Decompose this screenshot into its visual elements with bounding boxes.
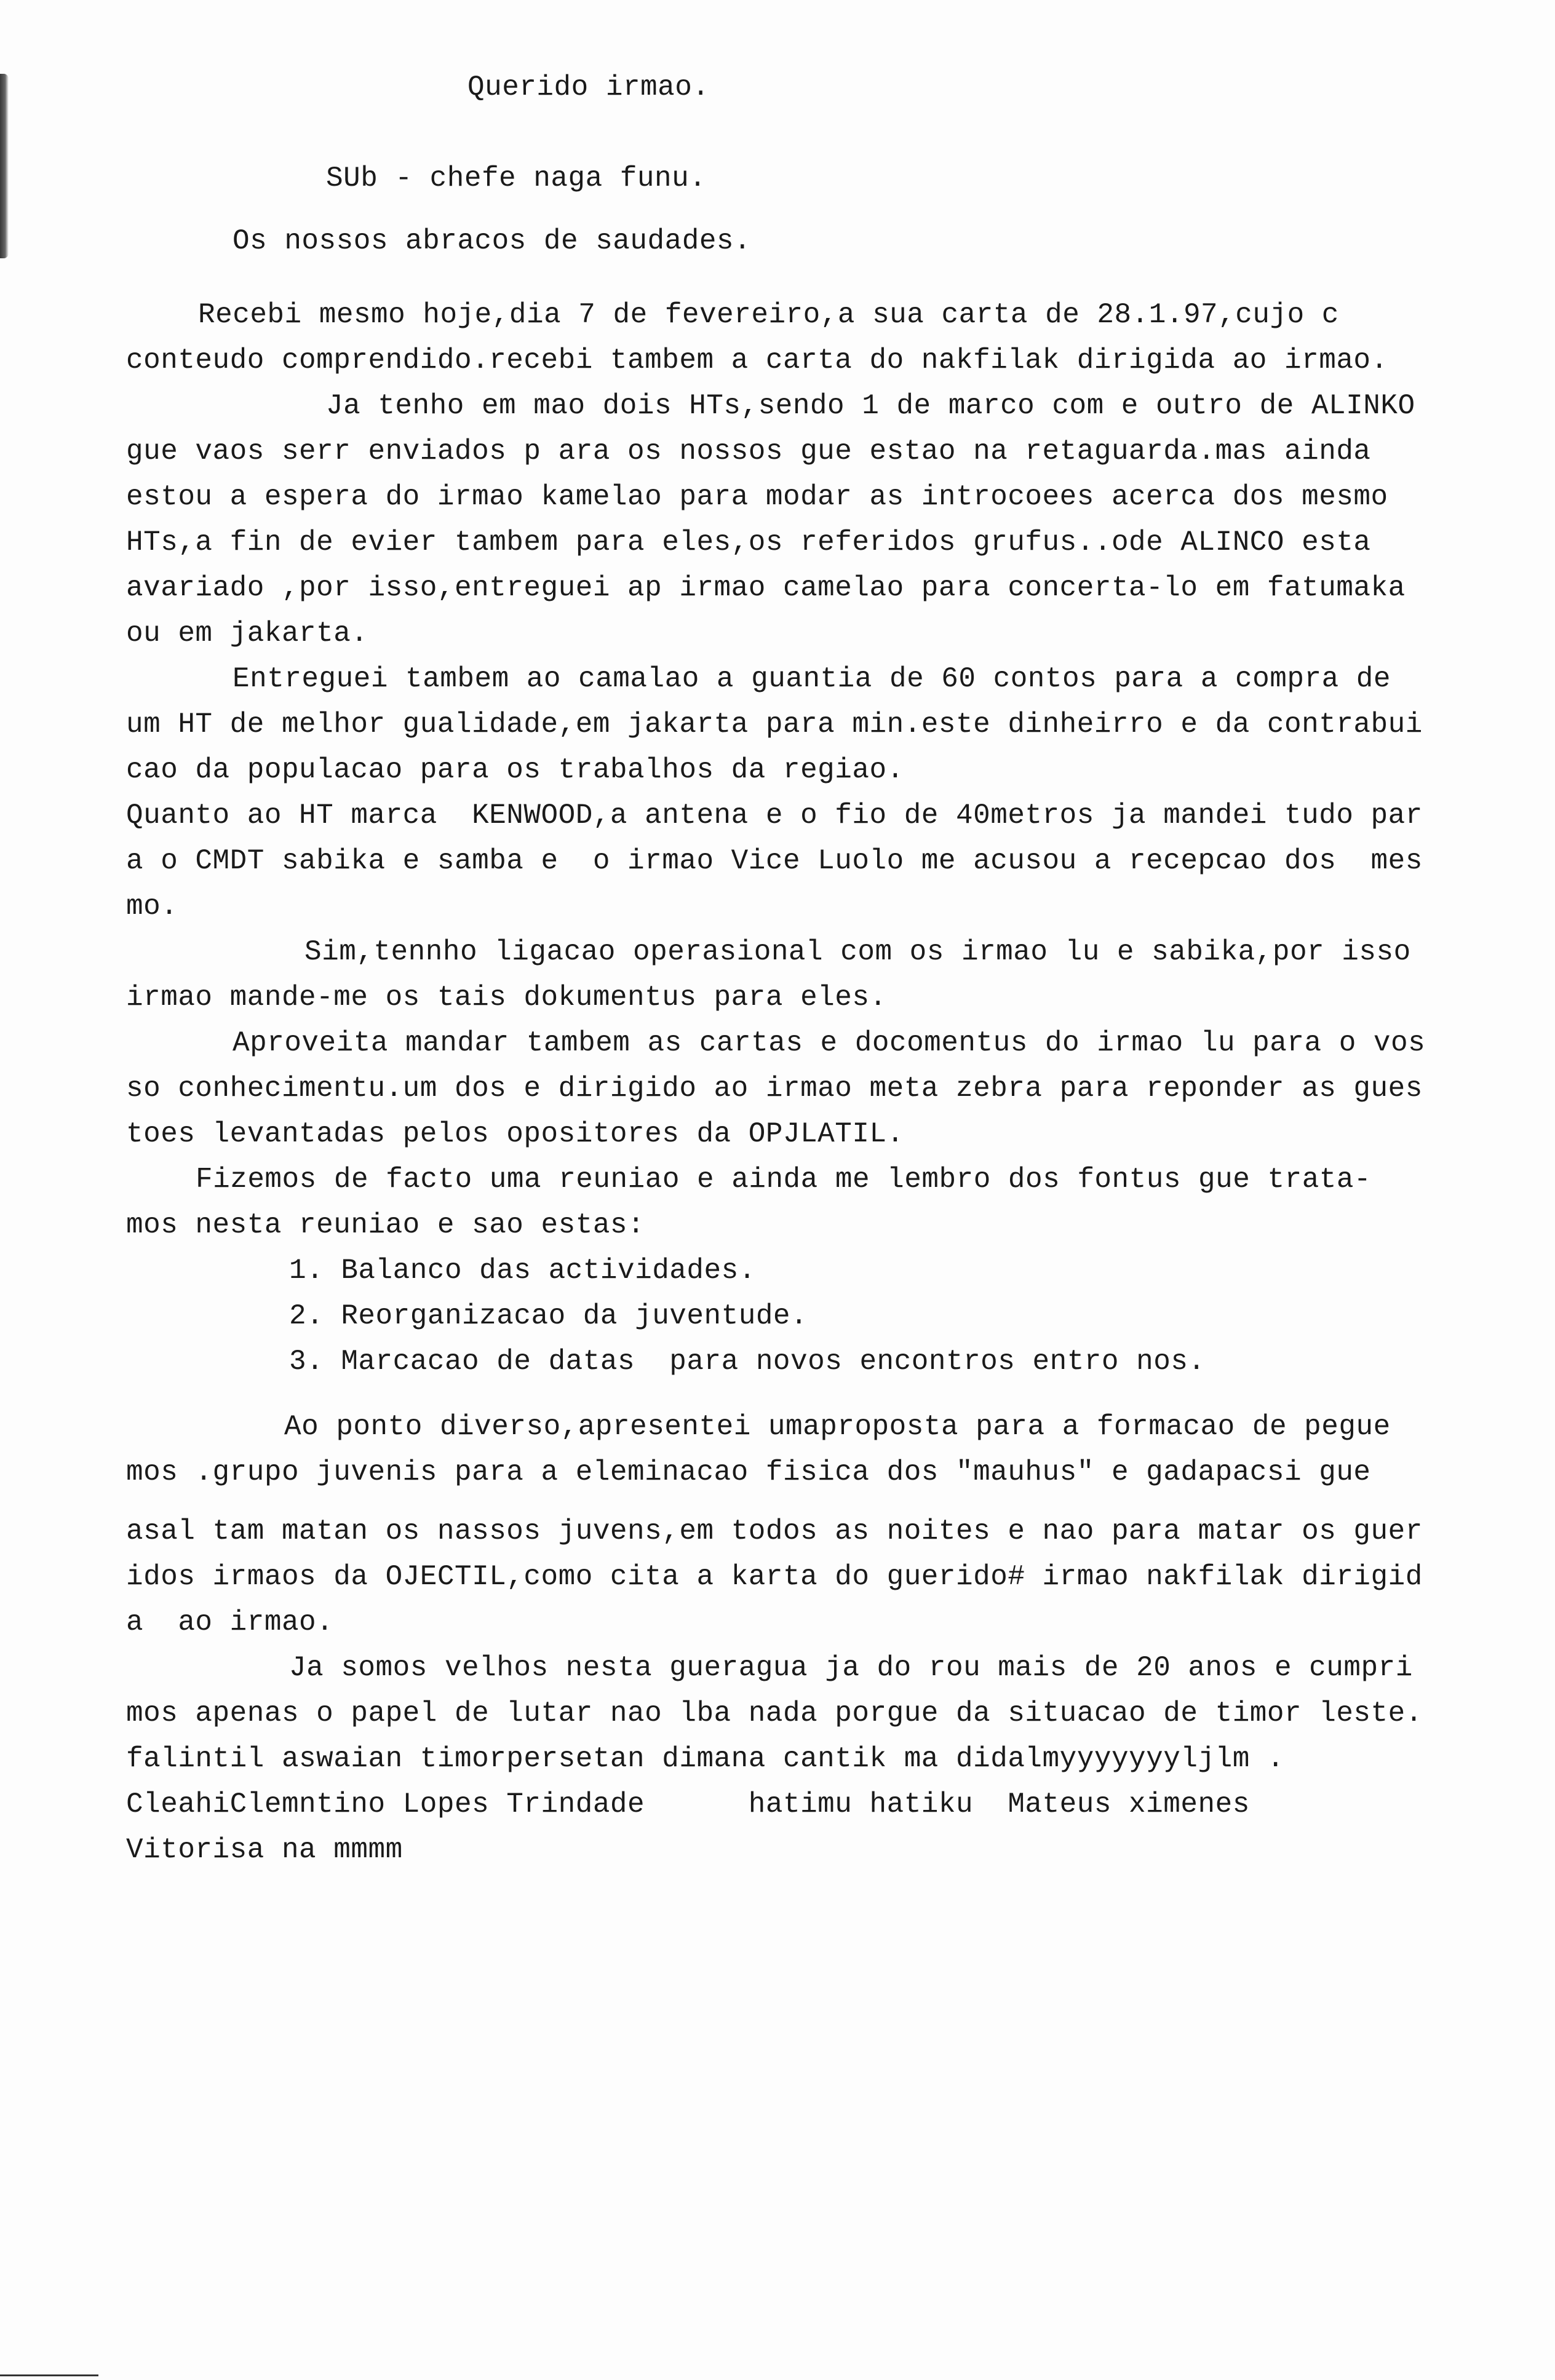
addressee: SUb - chefe naga funu. [326, 162, 707, 194]
scan-bottom-mark [0, 2374, 98, 2376]
body-line: Sim,tennho ligacao operasional com os irmao lu e sabika,por isso [304, 936, 1411, 968]
body-line: cao da populacao para os trabalhos da regiao. [126, 754, 904, 786]
body-line: Aproveita mandar tambem as cartas e docomentus do irmao lu para o vos [233, 1027, 1426, 1059]
body-line: HTs,a fin de evier tambem para eles,os referidos grufus..ode ALINCO esta [126, 526, 1371, 558]
signature-line: CleahiClemntino Lopes Trindade hatimu hatiku Mateus ximenes [126, 1788, 1250, 1820]
body-line: mo. [126, 891, 178, 922]
body-line: a o CMDT sabika e samba e o irmao Vice Luolo me acusou a recepcao dos mes [126, 845, 1423, 877]
closing-line: Vitorisa na mmmm [126, 1834, 403, 1866]
body-line: Quanto ao HT marca KENWOOD,a antena e o fio de 40metros ja mandei tudo par [126, 799, 1423, 831]
agenda-item: 3. Marcacao de datas para novos encontros entro nos. [289, 1346, 1206, 1378]
body-line: estou a espera do irmao kamelao para modar as introcoees acerca dos mesmo [126, 481, 1388, 513]
body-line: Ja tenho em mao dois HTs,sendo 1 de marco com e outro de ALINKO [326, 390, 1415, 422]
body-line: mos apenas o papel de lutar nao lba nada porgue da situacao de timor leste. [126, 1697, 1423, 1729]
body-line: Entreguei tambem ao camalao a guantia de 60 contos para a compra de [233, 663, 1391, 695]
body-line: Ao ponto diverso,apresentei umaproposta para a formacao de pegue [284, 1411, 1391, 1443]
body-line: Recebi mesmo hoje,dia 7 de fevereiro,a sua carta de 28.1.97,cujo c [198, 299, 1339, 331]
agenda-item: 1. Balanco das actividades. [289, 1255, 756, 1287]
body-line: irmao mande-me os tais dokumentus para eles. [126, 982, 887, 1013]
salutation: Querido irmao. [467, 71, 710, 103]
body-line: um HT de melhor gualidade,em jakarta para min.este dinheirro e da contrabui [126, 708, 1423, 740]
body-line: mos nesta reuniao e sao estas: [126, 1209, 645, 1241]
body-line: ou em jakarta. [126, 617, 368, 649]
body-line: mos .grupo juvenis para a eleminacao fisica dos "mauhus" e gadapacsi gue [126, 1456, 1371, 1488]
scan-edge-mark [0, 74, 9, 258]
body-line: conteudo comprendido.recebi tambem a carta do nakfilak dirigida ao irmao. [126, 344, 1388, 376]
body-line: asal tam matan os nassos juvens,em todos as noites e nao para matar os guer [126, 1515, 1423, 1547]
agenda-item: 2. Reorganizacao da juventude. [289, 1300, 808, 1332]
body-line: Fizemos de facto uma reuniao e ainda me lembro dos fontus gue trata- [196, 1164, 1372, 1196]
greeting: Os nossos abracos de saudades. [233, 225, 752, 257]
body-line: Ja somos velhos nesta gueragua ja do rou mais de 20 anos e cumpri [289, 1652, 1413, 1684]
body-line: toes levantadas pelos opositores da OPJLATIL. [126, 1118, 904, 1150]
body-line: a ao irmao. [126, 1606, 334, 1638]
body-line: gue vaos serr enviados p ara os nossos gue estao na retaguarda.mas ainda [126, 435, 1371, 467]
body-line: so conhecimentu.um dos e dirigido ao irmao meta zebra para reponder as gues [126, 1073, 1423, 1105]
body-line: idos irmaos da OJECTIL,como cita a karta do guerido# irmao nakfilak dirigid [126, 1561, 1423, 1593]
body-line: falintil aswaian timorpersetan dimana cantik ma didalmyyyyyyyljlm . [126, 1743, 1285, 1775]
body-line: avariado ,por isso,entreguei ap irmao camelao para concerta-lo em fatumaka [126, 572, 1406, 604]
